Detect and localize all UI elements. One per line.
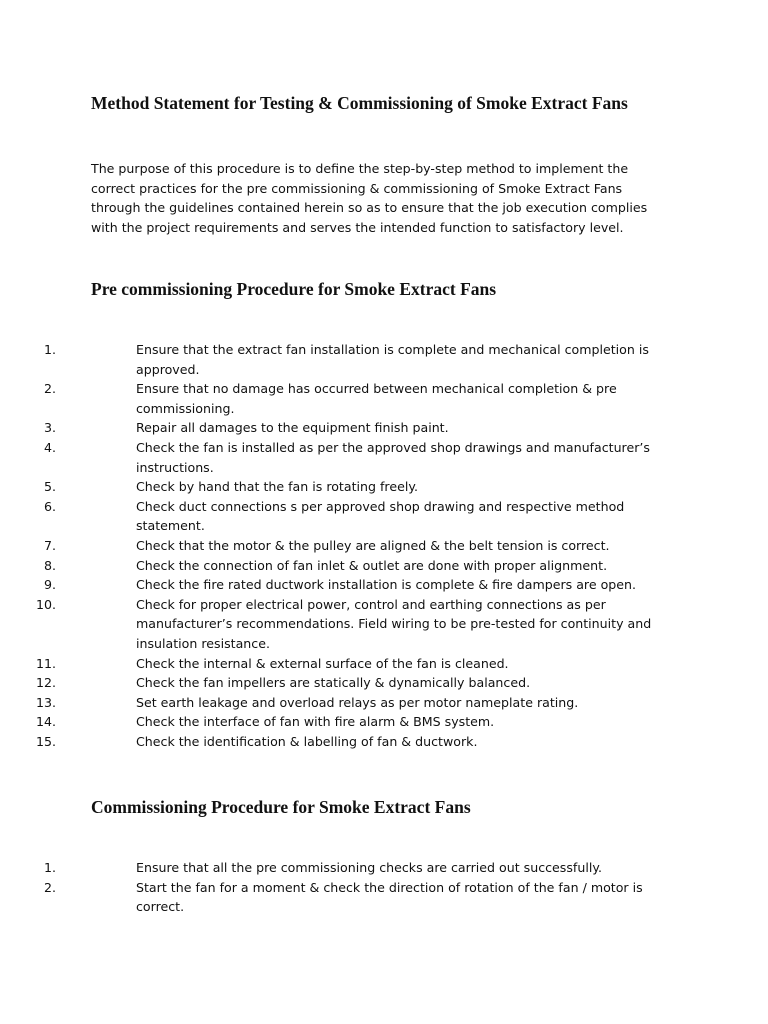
list-item-line: statement. [136, 518, 205, 534]
list-item-line: commissioning. [136, 400, 235, 416]
list-item-number: 12. [35, 675, 56, 691]
list-item-line: correct. [136, 899, 185, 915]
list-item-text [136, 654, 676, 674]
list-item-number: 8. [43, 557, 56, 573]
list-item-number: 1. [43, 342, 56, 357]
list-item-line: instructions. [136, 459, 214, 475]
list-item-number: 1. [43, 860, 56, 875]
list-item-text [136, 556, 676, 576]
commissioning-list [0, 858, 700, 917]
list-item-line: Check the fan is installed as per the approved shop drawings and manufacturer’s [136, 439, 650, 455]
list-item-number: 2. [43, 879, 56, 895]
intro-line: through the guidelines contained herein so as to ensure that the job execution complies [91, 200, 648, 216]
list-item-line: Start the fan for a moment & check the direction of rotation of the fan / motor is [136, 879, 643, 895]
list-item [0, 340, 700, 379]
list-item [0, 477, 700, 497]
pre-commissioning-list [0, 340, 700, 751]
list-item-number: 10. [35, 596, 56, 612]
list-item [0, 497, 700, 536]
list-item-line: approved. [136, 361, 200, 377]
list-item-text [136, 438, 676, 477]
list-item-number: 7. [43, 537, 56, 553]
intro-line: with the project requirements and serves the intended function to satisfactory level. [91, 219, 624, 235]
intro-line: correct practices for the pre commissioning & commissioning of Smoke Extract Fans [91, 180, 623, 196]
list-item-line: Check duct connections s per approved shop drawing and respective method [136, 498, 625, 514]
list-item-line: Check by hand that the fan is rotating freely. [136, 479, 418, 495]
list-item-line: Ensure that all the pre commissioning checks are carried out successfully. [136, 860, 602, 875]
list-item-line: Set earth leakage and overload relays as per motor nameplate rating. [136, 694, 579, 710]
list-item [0, 673, 700, 693]
intro-line: The purpose of this procedure is to define the step-by-step method to implement the [91, 161, 629, 176]
list-item-number: 2. [43, 381, 56, 397]
list-item [0, 858, 700, 878]
list-item-number: 14. [35, 714, 56, 730]
list-item-text [136, 477, 676, 497]
list-item-line: Check the connection of fan inlet & outlet are done with proper alignment. [136, 557, 608, 573]
document-title: Method Statement for Testing & Commissioning of Smoke Extract Fans [91, 93, 628, 113]
list-item [0, 379, 700, 418]
intro-paragraph [91, 159, 681, 237]
list-item-number: 6. [43, 498, 56, 514]
list-item-text [136, 418, 676, 438]
list-item-line: Check the identification & labelling of fan & ductwork. [136, 733, 478, 749]
list-item [0, 878, 700, 917]
list-item-line: Ensure that the extract fan installation is complete and mechanical completion is [136, 342, 649, 357]
list-item [0, 438, 700, 477]
list-item-line: Check the fan impellers are statically & dynamically balanced. [136, 675, 531, 691]
list-item-text [136, 595, 676, 654]
list-item [0, 732, 700, 752]
list-item-line: insulation resistance. [136, 635, 270, 651]
list-item-text [136, 536, 676, 556]
list-item-number: 15. [35, 733, 56, 749]
list-item [0, 654, 700, 674]
list-item-line: Check the fire rated ductwork installation is complete & fire dampers are open. [136, 577, 636, 593]
list-item-line: Check the internal & external surface of the fan is cleaned. [136, 655, 509, 671]
list-item-line: Check for proper electrical power, control and earthing connections as per [136, 596, 606, 612]
commissioning-heading: Commissioning Procedure for Smoke Extract Fans [91, 797, 471, 817]
pre-commissioning-heading: Pre commissioning Procedure for Smoke Extract Fans [91, 279, 497, 299]
list-item-number: 9. [43, 577, 56, 593]
list-item [0, 595, 700, 654]
list-item-number: 5. [43, 479, 56, 495]
list-item-text [136, 379, 676, 418]
list-item-text [136, 673, 676, 693]
list-item-text [136, 878, 676, 917]
list-item-line: Check that the motor & the pulley are aligned & the belt tension is correct. [136, 537, 610, 553]
list-item-number: 3. [43, 420, 56, 436]
list-item [0, 536, 700, 556]
list-item-line: Repair all damages to the equipment finish paint. [136, 420, 449, 436]
list-item-number: 4. [43, 439, 56, 455]
list-item-line: Ensure that no damage has occurred between mechanical completion & pre [136, 381, 617, 397]
list-item-text [136, 858, 676, 878]
list-item [0, 575, 700, 595]
list-item-text [136, 340, 676, 379]
list-item [0, 556, 700, 576]
list-item-text [136, 712, 676, 732]
list-item [0, 693, 700, 713]
list-item-number: 11. [35, 655, 56, 671]
list-item-line: manufacturer’s recommendations. Field wiring to be pre-tested for continuity and [136, 616, 652, 632]
list-item [0, 418, 700, 438]
list-item-text [136, 497, 676, 536]
list-item-line: Check the interface of fan with fire alarm & BMS system. [136, 714, 495, 730]
list-item-number: 13. [35, 694, 56, 710]
list-item-text [136, 575, 676, 595]
list-item-text [136, 732, 676, 752]
list-item [0, 712, 700, 732]
list-item-text [136, 693, 676, 713]
